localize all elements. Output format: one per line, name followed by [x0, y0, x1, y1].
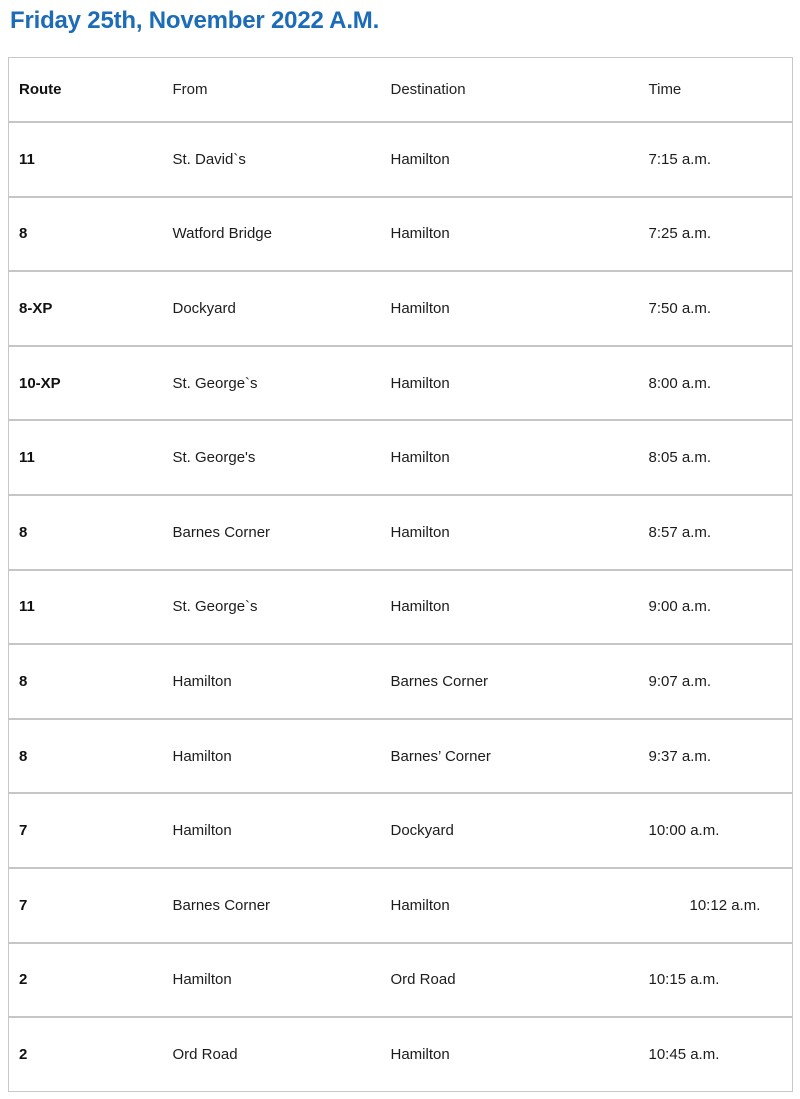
cell-time: 8:05 a.m. [639, 420, 793, 495]
cell-route: 11 [9, 570, 163, 645]
cell-from: St. David`s [163, 122, 381, 197]
cell-from: Dockyard [163, 271, 381, 346]
cell-destination: Hamilton [390, 1045, 450, 1063]
cell-time: 7:50 a.m. [639, 271, 793, 346]
table-row [9, 1017, 793, 1091]
cell-route: 8-XP [9, 271, 163, 346]
cell-route: 8 [9, 719, 163, 794]
cell-route: 8 [9, 644, 163, 719]
cell-from: Hamilton [163, 793, 381, 868]
cell-time: 9:07 a.m. [639, 644, 793, 719]
cell-from: St. George`s [163, 346, 381, 421]
cell-time: 9:00 a.m. [639, 570, 793, 645]
cell-destination: Hamilton [381, 495, 639, 570]
cell-time: 7:25 a.m. [639, 197, 793, 272]
cell-time: 7:15 a.m. [639, 122, 793, 197]
cell-time: 8:00 a.m. [639, 346, 793, 421]
table-row [9, 495, 793, 570]
cell-destination: Ord Road [381, 943, 639, 1018]
bus-schedule-table [8, 57, 793, 1092]
cell-from: Hamilton [163, 644, 381, 719]
cell-from: St. George`s [163, 570, 381, 645]
table-row [9, 122, 793, 197]
table-row [9, 271, 793, 346]
cell-route: 11 [9, 420, 163, 495]
cell-destination: Hamilton [381, 197, 639, 272]
page-title: Friday 25th, November 2022 A.M. [10, 7, 380, 34]
cell-destination: Barnes’ Corner [381, 719, 639, 794]
cell-from: Hamilton [163, 719, 381, 794]
table-header-row [9, 58, 793, 123]
table-row [9, 793, 793, 868]
cell-time: 10:45 a.m. [648, 1045, 720, 1063]
column-header-route: Route [9, 58, 163, 123]
cell-destination: Hamilton [381, 122, 639, 197]
cell-time: 10:12 a.m. [639, 868, 793, 943]
table-row [9, 868, 793, 943]
cell-destination: Hamilton [381, 346, 639, 421]
cell-route: 2 [9, 943, 163, 1018]
column-header-time: Time [639, 58, 793, 123]
table-row [9, 197, 793, 272]
cell-destination: Barnes Corner [381, 644, 639, 719]
cell-from: Ord Road [172, 1045, 238, 1063]
table-body [9, 122, 793, 1091]
table-row [9, 420, 793, 495]
cell-from: Watford Bridge [163, 197, 381, 272]
cell-route: 10-XP [9, 346, 163, 421]
cell-route: 11 [9, 122, 163, 197]
cell-route: 8 [9, 197, 163, 272]
cell-route: 8 [9, 495, 163, 570]
cell-from: Hamilton [163, 943, 381, 1018]
cell-time: 10:00 a.m. [639, 793, 793, 868]
cell-route: 7 [9, 868, 163, 943]
cell-destination: Hamilton [381, 868, 639, 943]
cell-from: St. George's [163, 420, 381, 495]
table-row [9, 346, 793, 421]
cell-destination: Dockyard [381, 793, 639, 868]
cell-time: 9:37 a.m. [639, 719, 793, 794]
cell-time: 10:15 a.m. [639, 943, 793, 1018]
cell-time: 8:57 a.m. [639, 495, 793, 570]
cell-from: Barnes Corner [163, 868, 381, 943]
table-row [9, 570, 793, 645]
cell-destination: Hamilton [381, 570, 639, 645]
table-row [9, 943, 793, 1018]
column-header-destination: Destination [381, 58, 639, 123]
cell-route: 7 [9, 793, 163, 868]
cell-route: 2 [19, 1045, 28, 1063]
column-header-from: From [163, 58, 381, 123]
cell-from: Barnes Corner [163, 495, 381, 570]
cell-destination: Hamilton [381, 420, 639, 495]
table-row [9, 644, 793, 719]
cell-destination: Hamilton [381, 271, 639, 346]
table-row [9, 719, 793, 794]
